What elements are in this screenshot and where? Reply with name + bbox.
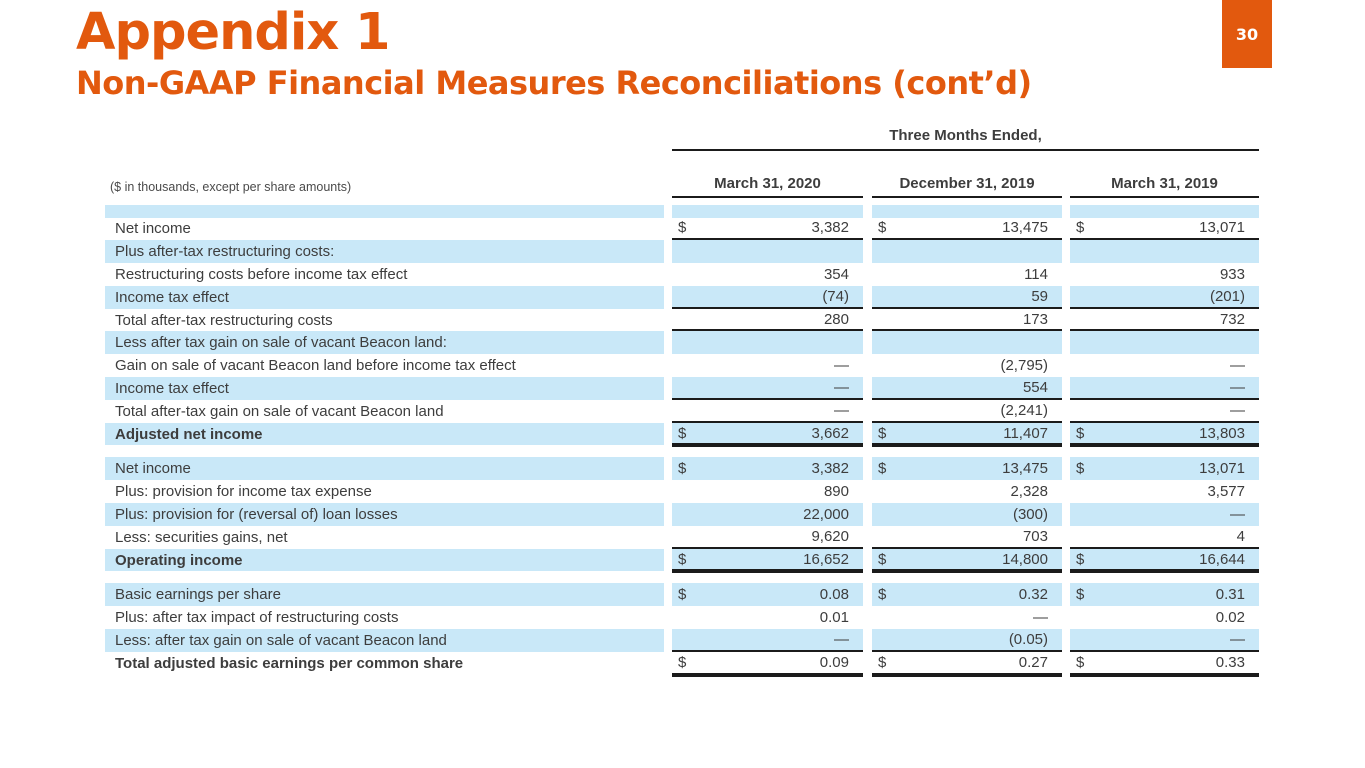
period-header: Three Months Ended,	[672, 127, 1259, 151]
table-row	[105, 503, 1259, 526]
cell-number: (201)	[1209, 287, 1245, 305]
column-gap	[1062, 629, 1070, 652]
column-gap	[1062, 331, 1070, 354]
cell-number: —	[834, 378, 849, 396]
cell-value	[872, 526, 1062, 549]
cell-value	[872, 240, 1062, 263]
dollar-sign: $	[678, 219, 687, 237]
cell-number: —	[834, 401, 849, 419]
column-gap	[664, 629, 672, 652]
cell-number: 0.09	[819, 653, 849, 671]
column-gap	[1062, 503, 1070, 526]
column-gap	[664, 286, 672, 309]
column-gap	[1062, 263, 1070, 286]
cell-value	[1070, 652, 1259, 675]
cell-value	[1070, 309, 1259, 332]
cell-number: 0.32	[1018, 586, 1048, 604]
cell-value	[1070, 457, 1259, 480]
cell-number: 890	[823, 483, 849, 501]
cell-value	[1070, 400, 1259, 423]
table-row	[105, 526, 1259, 549]
cell-value	[872, 629, 1062, 652]
cell-number: 13,071	[1199, 460, 1245, 478]
column-gap	[1062, 377, 1070, 400]
column-gap	[863, 549, 872, 572]
column-gap	[863, 606, 872, 629]
cell-value	[672, 218, 863, 241]
column-gap	[664, 218, 672, 241]
cell-number: 933	[1219, 265, 1245, 283]
units-note: ($ in thousands, except per share amounts)	[110, 180, 352, 194]
row-label: Plus: provision for income tax expense	[115, 483, 372, 501]
cell-value	[1070, 240, 1259, 263]
column-gap	[1062, 309, 1070, 332]
table-body	[105, 205, 1259, 675]
dollar-sign: $	[878, 460, 887, 478]
dollar-sign: $	[878, 586, 887, 604]
column-gap	[863, 377, 872, 400]
cell-number: 173	[1022, 310, 1048, 328]
column-gap	[1062, 606, 1070, 629]
cell-number: 16,652	[803, 550, 849, 568]
column-header-march-2019: March 31, 2019	[1070, 175, 1259, 198]
column-gap	[863, 526, 872, 549]
cell-number: 59	[1031, 287, 1048, 305]
cell-number: 3,382	[811, 460, 849, 478]
column-gap	[1062, 480, 1070, 503]
dollar-sign: $	[878, 653, 887, 671]
cell-number: 0.02	[1215, 609, 1245, 627]
row-label: Less after tax gain on sale of vacant Beacon land:	[105, 331, 664, 354]
cell-number: 703	[1022, 527, 1048, 545]
column-gap	[664, 354, 672, 377]
table-row	[105, 583, 1259, 606]
cell-value	[1070, 583, 1259, 606]
row-label: Plus: provision for (reversal of) loan losses	[105, 503, 664, 526]
dollar-sign: $	[678, 550, 687, 568]
cell-value	[672, 606, 863, 629]
cell-value	[672, 263, 863, 286]
cell-value	[872, 583, 1062, 606]
column-gap	[1062, 240, 1070, 263]
cell-number: 3,382	[811, 219, 849, 237]
cell-number: —	[1230, 630, 1245, 648]
reconciliation-table	[105, 127, 1259, 675]
dollar-sign: $	[878, 550, 887, 568]
dollar-sign: $	[878, 424, 887, 442]
row-label: Basic earnings per share	[105, 583, 664, 606]
dollar-sign: $	[1076, 586, 1085, 604]
cell-value	[1070, 377, 1259, 400]
column-gap	[863, 503, 872, 526]
column-gap	[1062, 457, 1070, 480]
cell-number: (74)	[822, 287, 849, 305]
cell-value	[872, 286, 1062, 309]
row-label: Income tax effect	[105, 377, 664, 400]
cell-value	[872, 331, 1062, 354]
row-label: Restructuring costs before income tax effect	[115, 265, 408, 283]
row-label: Adjusted net income	[105, 423, 664, 446]
cell-number: 0.33	[1215, 653, 1245, 671]
cell-number: 9,620	[811, 527, 849, 545]
page-number-badge: 30	[1222, 0, 1272, 68]
cell-value	[872, 503, 1062, 526]
column-gap	[664, 400, 672, 423]
row-label: Gain on sale of vacant Beacon land before income tax effect	[115, 357, 516, 375]
cell-number: 11,407	[1003, 424, 1048, 442]
cell-value	[1070, 354, 1259, 377]
column-gap	[863, 457, 872, 480]
cell-number: 16,644	[1199, 550, 1245, 568]
cell-number: 280	[823, 310, 849, 328]
column-gap	[664, 526, 672, 549]
cell-number: 732	[1219, 310, 1245, 328]
dollar-sign: $	[878, 219, 887, 237]
cell-number: 13,803	[1199, 424, 1245, 442]
column-gap	[1062, 205, 1070, 218]
cell-number: 3,662	[811, 424, 849, 442]
cell-value	[872, 377, 1062, 400]
cell-value	[672, 309, 863, 332]
column-gap	[863, 309, 872, 332]
cell-value	[872, 400, 1062, 423]
dollar-sign: $	[1076, 424, 1085, 442]
row-label: Less: after tax gain on sale of vacant Beacon land	[105, 629, 664, 652]
cell-value	[672, 503, 863, 526]
column-gap	[863, 263, 872, 286]
column-gap	[664, 503, 672, 526]
column-gap	[664, 583, 672, 606]
cell-value	[672, 629, 863, 652]
table-row	[105, 309, 1259, 332]
cell-value	[1070, 218, 1259, 241]
cell-value	[1070, 480, 1259, 503]
column-gap	[664, 240, 672, 263]
column-gap	[664, 457, 672, 480]
column-gap	[664, 205, 672, 218]
column-gap	[664, 331, 672, 354]
row-label: Income tax effect	[105, 286, 664, 309]
column-gap	[863, 354, 872, 377]
column-header-march-2020: March 31, 2020	[672, 175, 863, 198]
table-row	[105, 423, 1259, 446]
cell-number: (300)	[1012, 505, 1048, 523]
table-row	[105, 218, 1259, 241]
cell-value	[672, 400, 863, 423]
row-label: Plus after-tax restructuring costs:	[105, 240, 664, 263]
row-label: Operating income	[105, 549, 664, 572]
row-label: Net income	[115, 220, 191, 238]
column-gap	[863, 286, 872, 309]
cell-number: 13,071	[1199, 219, 1245, 237]
spacer-row	[105, 205, 1259, 218]
column-gap	[1062, 652, 1070, 675]
column-gap	[863, 583, 872, 606]
cell-value	[872, 263, 1062, 286]
table-row	[105, 331, 1259, 354]
cell-value	[672, 480, 863, 503]
table-row	[105, 377, 1259, 400]
column-gap	[863, 400, 872, 423]
cell-value	[672, 652, 863, 675]
cell-number: 4	[1236, 527, 1245, 545]
table-row	[105, 549, 1259, 572]
row-label: Net income	[105, 457, 664, 480]
cell-number: 3,577	[1207, 483, 1245, 501]
column-gap	[664, 549, 672, 572]
column-gap	[863, 205, 872, 218]
column-gap	[664, 652, 672, 675]
column-gap	[863, 480, 872, 503]
cell-value	[672, 377, 863, 400]
cell-value	[872, 549, 1062, 572]
column-gap	[863, 629, 872, 652]
dollar-sign: $	[1076, 219, 1085, 237]
table-row	[105, 400, 1259, 423]
cell-number: —	[1230, 505, 1245, 523]
column-gap	[1062, 354, 1070, 377]
cell-value	[1070, 526, 1259, 549]
column-gap	[863, 423, 872, 446]
cell-value	[872, 309, 1062, 332]
cell-number: 0.27	[1018, 653, 1048, 671]
table-row	[105, 240, 1259, 263]
table-row	[105, 629, 1259, 652]
cell-value	[872, 606, 1062, 629]
table-row	[105, 354, 1259, 377]
row-label: Total adjusted basic earnings per common share	[115, 654, 464, 672]
cell-number: 114	[1024, 265, 1048, 283]
table-row	[105, 286, 1259, 309]
page-subtitle: Non-GAAP Financial Measures Reconciliations (cont’d)	[76, 64, 1032, 102]
cell-value	[672, 423, 863, 446]
column-gap	[664, 309, 672, 332]
dollar-sign: $	[1076, 550, 1085, 568]
dollar-sign: $	[678, 653, 687, 671]
column-gap	[863, 652, 872, 675]
cell-number: 2,328	[1010, 483, 1048, 501]
cell-value	[872, 423, 1062, 446]
column-gap	[664, 263, 672, 286]
cell-value	[872, 205, 1062, 218]
row-label	[105, 205, 664, 218]
cell-number: —	[1230, 401, 1245, 419]
cell-value	[872, 354, 1062, 377]
cell-value	[672, 286, 863, 309]
column-gap	[664, 423, 672, 446]
row-label: Total after-tax restructuring costs	[115, 311, 333, 329]
row-label: Less: securities gains, net	[115, 528, 288, 546]
cell-value	[672, 549, 863, 572]
cell-value	[872, 480, 1062, 503]
dollar-sign: $	[678, 460, 687, 478]
table-header	[105, 127, 1259, 205]
dollar-sign: $	[678, 586, 687, 604]
cell-number: —	[834, 630, 849, 648]
cell-number: 13,475	[1002, 460, 1048, 478]
column-header-december-2019: December 31, 2019	[872, 175, 1062, 198]
dollar-sign: $	[678, 424, 687, 442]
dollar-sign: $	[1076, 653, 1085, 671]
column-gap	[863, 240, 872, 263]
cell-value	[1070, 606, 1259, 629]
cell-number: —	[1230, 357, 1245, 375]
column-gap	[1062, 526, 1070, 549]
cell-value	[672, 240, 863, 263]
row-label: Plus: after tax impact of restructuring costs	[115, 609, 399, 627]
cell-value	[1070, 331, 1259, 354]
cell-value	[1070, 286, 1259, 309]
cell-number: (0.05)	[1008, 630, 1048, 648]
column-gap	[1062, 400, 1070, 423]
cell-number: 0.08	[819, 586, 849, 604]
column-gap	[664, 480, 672, 503]
cell-number: —	[1033, 609, 1048, 627]
cell-value	[1070, 423, 1259, 446]
column-gap	[664, 377, 672, 400]
column-gap	[1062, 423, 1070, 446]
column-gap	[664, 606, 672, 629]
cell-value	[672, 583, 863, 606]
cell-number: (2,241)	[1000, 401, 1048, 419]
cell-number: 0.31	[1215, 586, 1245, 604]
column-gap	[1062, 286, 1070, 309]
page-title: Appendix 1	[76, 3, 390, 62]
cell-value	[1070, 263, 1259, 286]
column-gap	[863, 218, 872, 241]
cell-number: 0.01	[819, 609, 849, 627]
cell-value	[872, 457, 1062, 480]
column-gap	[1062, 218, 1070, 241]
cell-number: 13,475	[1002, 219, 1048, 237]
cell-number: 22,000	[803, 505, 849, 523]
cell-number: (2,795)	[1000, 357, 1048, 375]
table-row	[105, 606, 1259, 629]
table-row	[105, 480, 1259, 503]
cell-value	[672, 526, 863, 549]
cell-value	[672, 331, 863, 354]
table-row	[105, 457, 1259, 480]
cell-number: 354	[823, 265, 849, 283]
cell-number: 554	[1022, 378, 1048, 396]
table-row	[105, 263, 1259, 286]
cell-value	[672, 354, 863, 377]
cell-value	[1070, 629, 1259, 652]
table-row	[105, 652, 1259, 675]
row-label: Total after-tax gain on sale of vacant Beacon land	[115, 402, 444, 420]
cell-value	[872, 652, 1062, 675]
cell-number: —	[834, 357, 849, 375]
cell-value	[672, 457, 863, 480]
column-gap	[1062, 583, 1070, 606]
cell-value	[672, 205, 863, 218]
cell-number: —	[1230, 378, 1245, 396]
cell-value	[1070, 205, 1259, 218]
cell-value	[1070, 549, 1259, 572]
column-gap	[1062, 549, 1070, 572]
cell-value	[1070, 503, 1259, 526]
column-gap	[863, 331, 872, 354]
cell-number: 14,800	[1002, 550, 1048, 568]
cell-value	[872, 218, 1062, 241]
dollar-sign: $	[1076, 460, 1085, 478]
